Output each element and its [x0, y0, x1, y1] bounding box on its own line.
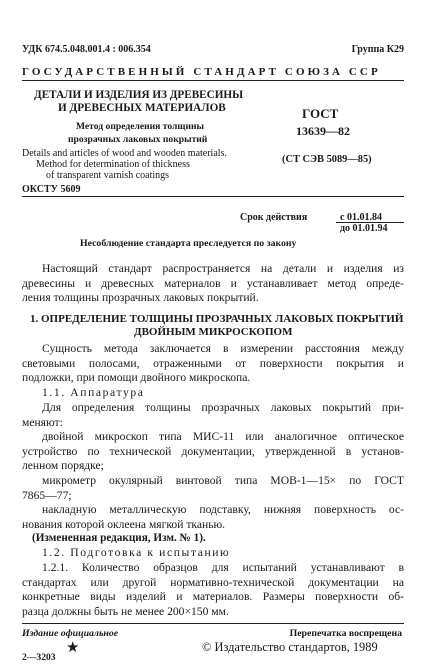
clause-1-2-preparation: 1.2. Подготовка к испытанию [42, 546, 231, 559]
subtitle-ru-line1: Метод определения толщины [76, 121, 205, 132]
title-en-line3: of transparent varnish coatings [46, 170, 170, 181]
apparatus-intro: Для определения толщины прозрачных лаковых покрытий при- меняют: [22, 401, 404, 429]
title-ru-line1: ДЕТАЛИ И ИЗДЕЛИЯ ИЗ ДРЕВЕСИНЫ [34, 89, 244, 101]
validity-label: Срок действия [240, 212, 308, 223]
header-rule [22, 80, 404, 81]
group-code: Группа К29 [351, 44, 404, 55]
section-1-title-line1: 1. ОПРЕДЕЛЕНИЕ ТОЛЩИНЫ ПРОЗРАЧНЫХ ЛАКОВЫХ ПОКРЫТИЙ [30, 313, 404, 325]
law-warning: Несоблюдение стандарта преследуется по закону [80, 238, 297, 249]
reprint-prohibited: Перепечатка воспрещена [289, 628, 402, 639]
subtitle-ru-line2: прозрачных лаковых покрытий [68, 134, 208, 145]
state-standard-heading: ГОСУДАРСТВЕННЫЙ СТАНДАРТ СОЮЗА ССР [22, 66, 381, 78]
microscope-item: двойной микроскоп типа МИС-11 или аналогичное оптическое устройство по технической документации, утвержденной в установ- ленном порядке; [22, 430, 404, 473]
title-rule [22, 196, 404, 197]
gost-label: ГОСТ [302, 106, 339, 121]
method-essence: Сущность метода заключается в измерении расстояния между световыми полосами, отраженными от поверхности покрытия и подложки, при помощи двойного микроскопа. [22, 342, 404, 385]
title-en-line1: Details and articles of wood and wooden materials. [22, 148, 227, 159]
copyright-notice: © Издательство стандартов, 1989 [202, 640, 378, 654]
clause-1-2-1-paragraph: 1.2.1. Количество образцов для испытаний устанавливают в стандартах или другой нормативно-технической документации на конкретные виды изделий и материалов. Размеры поверхности об- разца должны быть не менее 200×150 мм. [22, 561, 404, 618]
validity-rule [336, 222, 404, 223]
okstu-code: ОКСТУ 5609 [22, 184, 81, 195]
udk-code: УДК 674.5.048.001.4 : 006.354 [22, 44, 151, 55]
st-sev-number: (СТ СЭВ 5089—85) [282, 154, 372, 165]
page-code: 2—3203 [22, 652, 56, 663]
gost-number: 13639—82 [296, 124, 350, 138]
section-1-title-line2: ДВОЙНЫМ МИКРОСКОПОМ [134, 326, 293, 338]
validity-from: с 01.01.84 [340, 212, 382, 223]
intro-paragraph: Настоящий стандарт распространяется на детали и изделия из древесины и древесных материалов и устанавливает метод опреде- ления толщины прозрачных лаковых покрытий. [22, 262, 404, 305]
validity-to: до 01.01.94 [340, 223, 388, 234]
clause-1-1-apparatus: 1.1. Аппаратура [42, 386, 145, 399]
micrometer-item: микрометр окулярный винтовой типа МОВ-1—15× по ГОСТ 7865—77; [22, 474, 404, 502]
official-edition: Издание официальное [22, 628, 119, 639]
amended-edition-note: (Измененная редакция, Изм. № 1). [32, 532, 206, 544]
title-ru-line2: И ДРЕВЕСНЫХ МАТЕРИАЛОВ [58, 102, 226, 114]
star-icon: ★ [66, 640, 80, 656]
footer-rule [22, 623, 404, 624]
stand-item: накладную металлическую подставку, нижняя поверхность ос- нования которой оклеена мягкой тканью. [22, 503, 404, 531]
title-en-line2: Method for determination of thickness [36, 159, 190, 170]
